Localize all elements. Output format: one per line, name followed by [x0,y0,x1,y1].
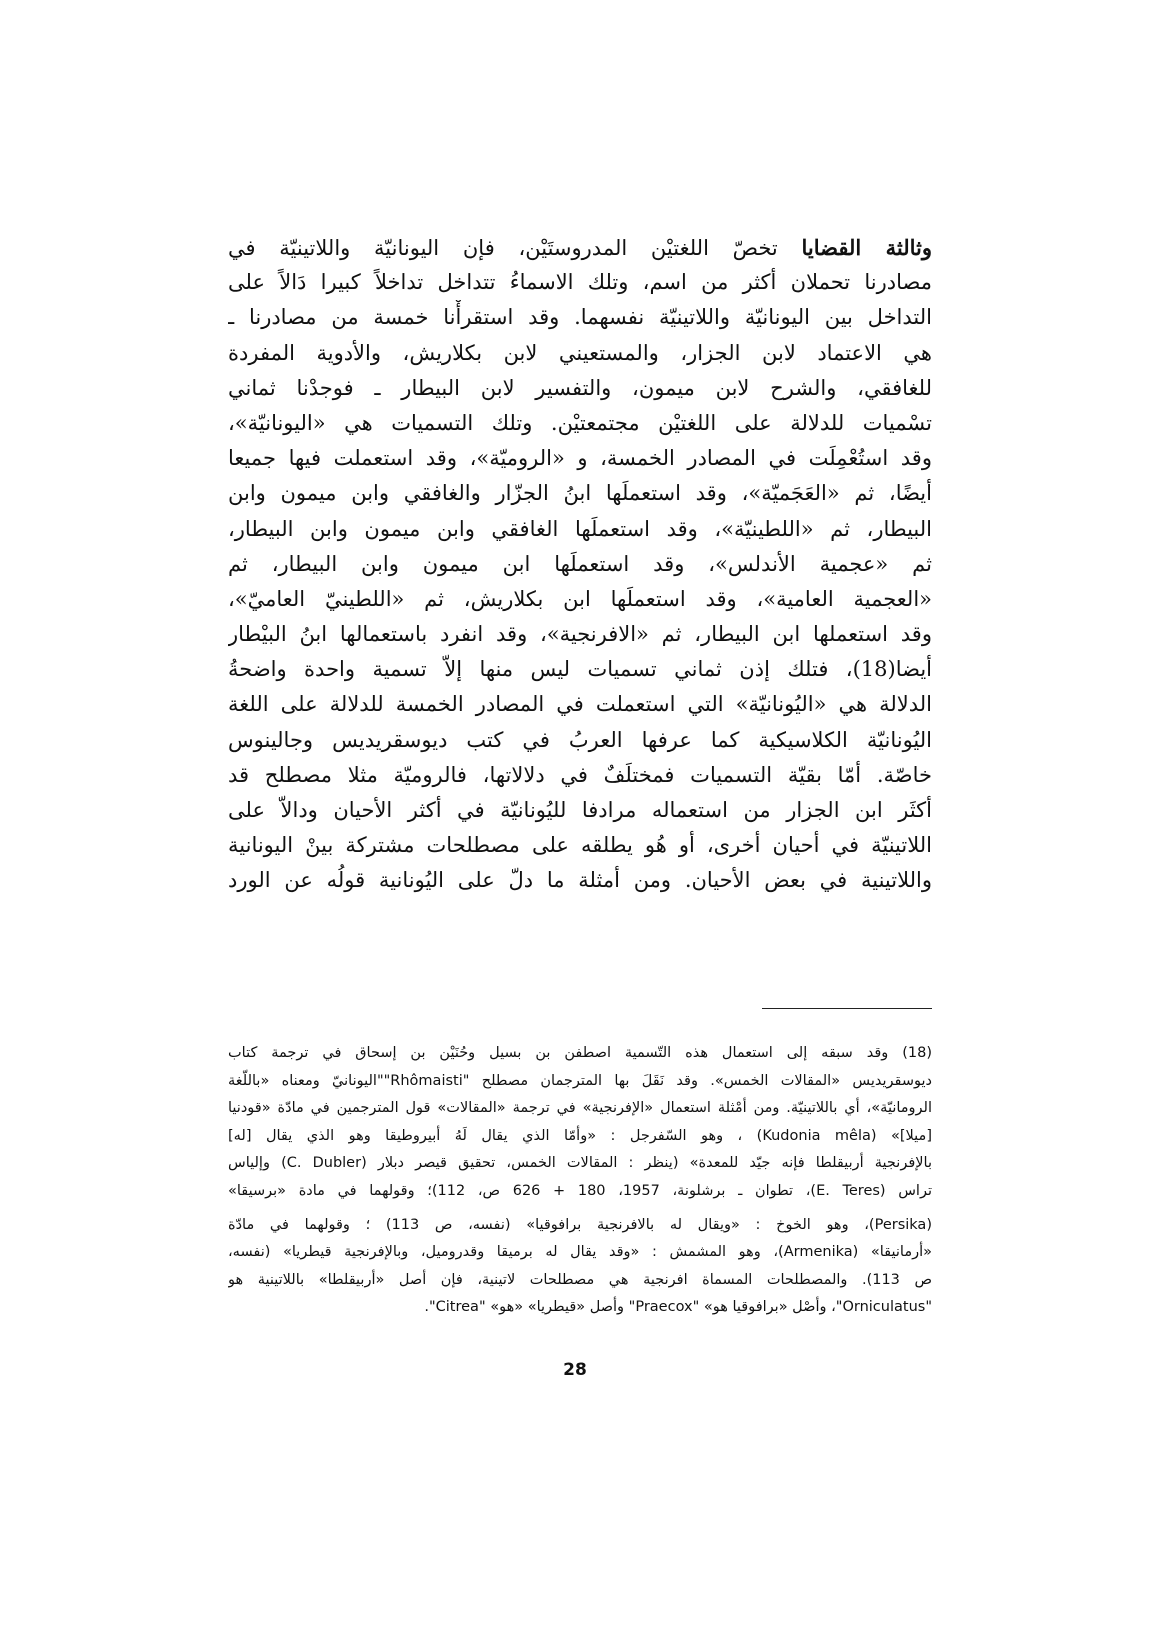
body-line-10: ثم «عجمية الأندلس»، وقد استعملَها ابن ميمون وابن البيطار، ثم [228,551,932,576]
footnote-line-1: (18) وقد سبقه إلى استعمال هذه التّسمية اصطفن بن بسيل وحُنَيْن بن إسحاق في ترجمة كتاب [228,1045,932,1061]
body-line-14: الدلالة هي «اليُونانيّة» التي استعملت في المصادر الخمسة للدلالة على اللغة [228,692,932,717]
footnote-line-10: "Orniculatus"، وأصْل «برافوقيا هو» "Praecox" وأصل «قيطريا» «هو» "Citrea". [424,1299,932,1316]
body-line-16: خاصّة. أمّا بقيّة التسميات فمختلَفٌ في دلالاتها، فالروميّة مثلا مصطلح قد [228,762,932,787]
body-line-1-text: تخصّ اللغتيْن المدروستَيْن، فإن اليونانيّة واللاتينيّة في [228,236,778,260]
body-line-13: أيضا(18)، فتلك إذن ثماني تسميات ليس منها إلاّ تسمية واحدة واضحةُ [228,657,932,682]
body-line-17: أكثَر ابن الجزار من استعماله مرادفا لليُونانيّة في أكثر الأحيان ودالاّ على [228,798,932,822]
page-number: 28 [563,1360,587,1380]
body-line-2: مصادرنا تحملان أكثر من اسم، وتلك الاسماءُ تتداخل تداخلاً كبيرا دَالاً على [228,270,932,295]
footnote-separator [762,1008,932,1009]
body-line-11: «العجمية العامية»، وقد استعملَها ابن بكلاريش، ثم «اللطينيّ العاميّ»، [228,586,932,611]
footnote-line-3: الرومانيّة»، أي باللاتينيّة. ومن أمْثلة استعمال «الإفرنجية» في ترجمة «المقالات» قول المترجمين في مادّة «قودنيا [228,1100,932,1117]
lead-phrase: وثالثة القضايا [801,235,932,260]
body-line-12: وقد استعملها ابن البيطار، ثم «الافرنجية»، وقد انفرد باستعمالها ابنُ البيْطار [228,622,932,647]
footnote-line-8: «أرمانيقا» (Armenika)، وهو المشمش : «وقد يقال له برميقا وقدروميل، وبالإفرنجية قيطريا» (نفسه، [228,1244,932,1261]
footnote-block [228,1040,932,1322]
body-line-3: التداخل بين اليونانيّة واللاتينيّة نفسهما. وقد استقرأْنا خمسة من مصادرنا ـ [228,305,932,330]
footnote-line-5: بالإفرنجية أربيقلطا فإنه جيّد للمعدة» (ينظر : المقالات الخمس، تحقيق قيصر دبلار (C. Dubler) وإلياس [228,1155,932,1172]
body-line-7: وقد استُعْمِلَت في المصادر الخمسة، و «الروميّة»، وقد استعملت فيها جميعا [228,446,932,471]
body-line-8: أيضًا، ثم «العَجَميّة»، وقد استعملَها ابنُ الجزّار والغافقي وابن ميمون وابن [228,481,932,506]
body-line-6: تسْميات للدلالة على اللغتيْن مجتمعتيْن. وتلك التسميات هي «اليونانيّة»، [228,410,932,435]
footnote-line-6: تراس (E. Teres)، تطوان ـ برشلونة، 1957، 180 + 626 ص، 112)؛ وقولهما في مادة «برسيقا» [228,1182,932,1199]
body-line-1 [228,230,932,265]
body-line-19: واللاتينية في بعض الأحيان. ومن أمثلة ما دلّ على اليُونانية قولُه عن الورد [228,868,932,893]
footnote-line-7: (Persika)، وهو الخوخ : «ويقال له بالافرنجية برافوقيا» (نفسه، ص 113) ؛ وقولهما في مادّة [228,1216,932,1233]
footnote-line-4: [ميلا]» (Kudonia mêla) ، وهو السّفرجل : «وأمّا الذي يقال لَهُ أبيروطيقا وهو الذي يقال [له] [228,1127,932,1144]
body-line-9: البيطار، ثم «اللطينيّة»، وقد استعملَها الغافقي وابن ميمون وابن البيطار، [228,516,932,541]
main-body-text [228,230,932,899]
footnote-line-9: ص 113). والمصطلحات المسماة افرنجية هي مصطلحات لاتينية، فإن أصل «أربيقلطا» باللاتينية هو [228,1271,932,1288]
body-line-15: اليُونانيّة الكلاسيكية كما عرفها العربُ في كتب ديوسقريديس وجالينوس [228,727,932,752]
footnote-line-2: ديوسقريديس «المقالات الخمس». وقد نَقَلَ بها المترجمان مصطلح "Rhômaisti""اليونانيّ ومعناه «باللّغة [228,1072,932,1089]
body-line-4: هي الاعتماد لابن الجزار، والمستعيني لابن بكلاريش، والأدوية المفردة [228,340,932,365]
body-line-18: اللاتينيّة في أحيان أخرى، أو هُو يطلقه على مصطلحات مشتركة بينْ اليونانية [228,833,932,858]
body-line-5: للغافقي، والشرح لابن ميمون، والتفسير لابن البيطار ـ فوجدْنا ثماني [228,375,932,400]
